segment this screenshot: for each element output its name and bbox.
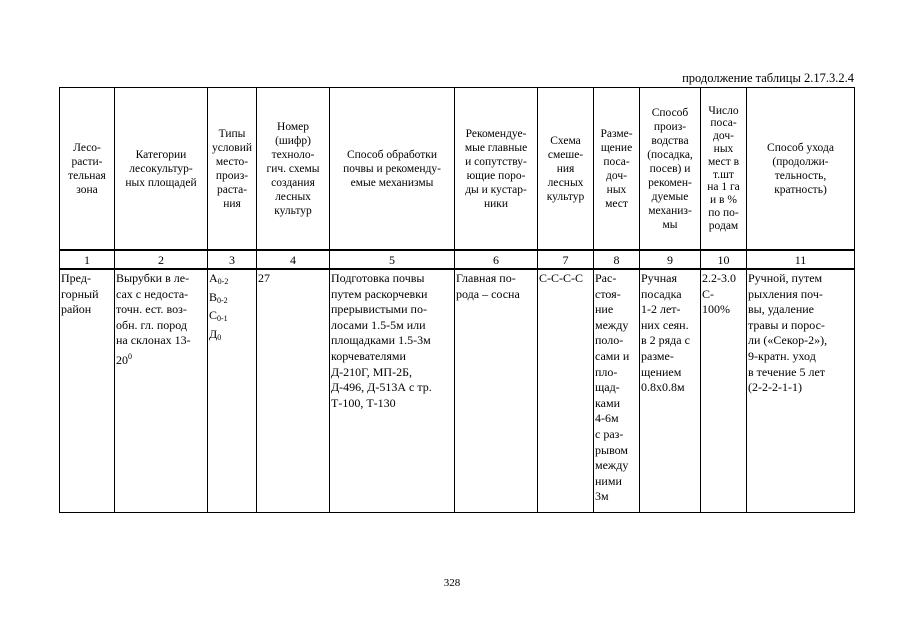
header-cell-care-method: Способ ухода (продолжи- тельность, кратность) [747, 88, 855, 251]
condition-letter: В [209, 289, 218, 304]
condition-subscript: 0-2 [217, 277, 229, 286]
cell-soil-treatment: Подготовка почвы путем раскорчевки прерывистыми по- лосами 1.5-5м или площадками 1.5-3м корчевателями Д-210Г, МП-2Б, Д-496, Д-513А с тр. Т-100, Т-130 [330, 269, 455, 513]
column-number: 1 [60, 250, 115, 269]
page-number: 328 [443, 577, 461, 589]
cell-zone: Пред- горный район [60, 269, 115, 513]
header-cell-scheme-number: Номер (шифр) техноло- гич. схемы создания лесных культур [257, 88, 330, 251]
cell-planting-count: 2.2-3.0 С- 100% [701, 269, 747, 513]
column-number: 10 [701, 250, 747, 269]
cell-conditions [208, 269, 257, 513]
column-number: 2 [115, 250, 208, 269]
header-cell-soil-treatment: Способ обработки почвы и рекоменду- емые механизмы [330, 88, 455, 251]
cell-mixing-scheme: С-С-С-С [538, 269, 594, 513]
cell-category [115, 269, 208, 513]
condition-subscript: 0-2 [217, 295, 228, 305]
header-cell-zone: Лесо- расти- тельная зона [60, 88, 115, 251]
cell-production-method: Ручная посадка 1-2 лет- них сеян. в 2 ряда с разме- щением 0.8х0.8м [640, 269, 701, 513]
column-number: 4 [257, 250, 330, 269]
column-number: 7 [538, 250, 594, 269]
category-text: Вырубки в ле- сах с недоста- точн. ест. воз- обн. гл. пород на склонах 13- 20 [116, 271, 191, 367]
column-number-row [60, 250, 855, 269]
condition-letter: А [209, 271, 218, 285]
column-number: 11 [747, 250, 855, 269]
column-number: 3 [208, 250, 257, 269]
table-row [60, 269, 855, 513]
forest-culture-table [59, 87, 855, 513]
condition-code [209, 271, 255, 290]
header-cell-conditions: Типы условий место- произ- раста- ния [208, 88, 257, 251]
cell-species: Главная по- рода – сосна [455, 269, 538, 513]
cell-scheme-number: 27 [257, 269, 330, 513]
header-cell-species: Рекомендуе- мые главные и сопутству- ющие поро- ды и кустар- ники [455, 88, 538, 251]
column-number: 6 [455, 250, 538, 269]
condition-subscript: 0 [217, 332, 222, 342]
column-number: 9 [640, 250, 701, 269]
header-cell-planting-count: Число поса- доч- ных мест в т.шт на 1 га и в % по по- родам [701, 88, 747, 251]
condition-code [209, 290, 255, 309]
table-caption: продолжение таблицы 2.17.3.2.4 [682, 71, 854, 85]
condition-letter: С [209, 308, 218, 323]
condition-code [209, 308, 255, 327]
cell-placement: Рас- стоя- ние между поло- сами и пло- щад- ками 4-6м с раз- рывом между ними 3м [594, 269, 640, 513]
condition-code [209, 327, 255, 346]
header-cell-production-method: Способ произ- водства (посадка, посев) и рекомен- дуемые механиз- мы [640, 88, 701, 251]
cell-care-method: Ручной, путем рыхления поч- вы, удаление травы и порос- ли («Секор-2»), 9-кратн. уход в течение 5 лет (2-2-2-1-1) [747, 269, 855, 513]
table-header-row [60, 88, 855, 251]
condition-subscript: 0-1 [217, 314, 228, 324]
header-cell-placement: Разме- щение поса- доч- ных мест [594, 88, 640, 251]
degree-superscript: 0 [128, 351, 132, 361]
column-number: 8 [594, 250, 640, 269]
header-cell-mixing-scheme: Схема смеше- ния лесных культур [538, 88, 594, 251]
header-cell-category: Категории лесокультур- ных площадей [115, 88, 208, 251]
condition-letter: Д [209, 326, 218, 341]
column-number: 5 [330, 250, 455, 269]
